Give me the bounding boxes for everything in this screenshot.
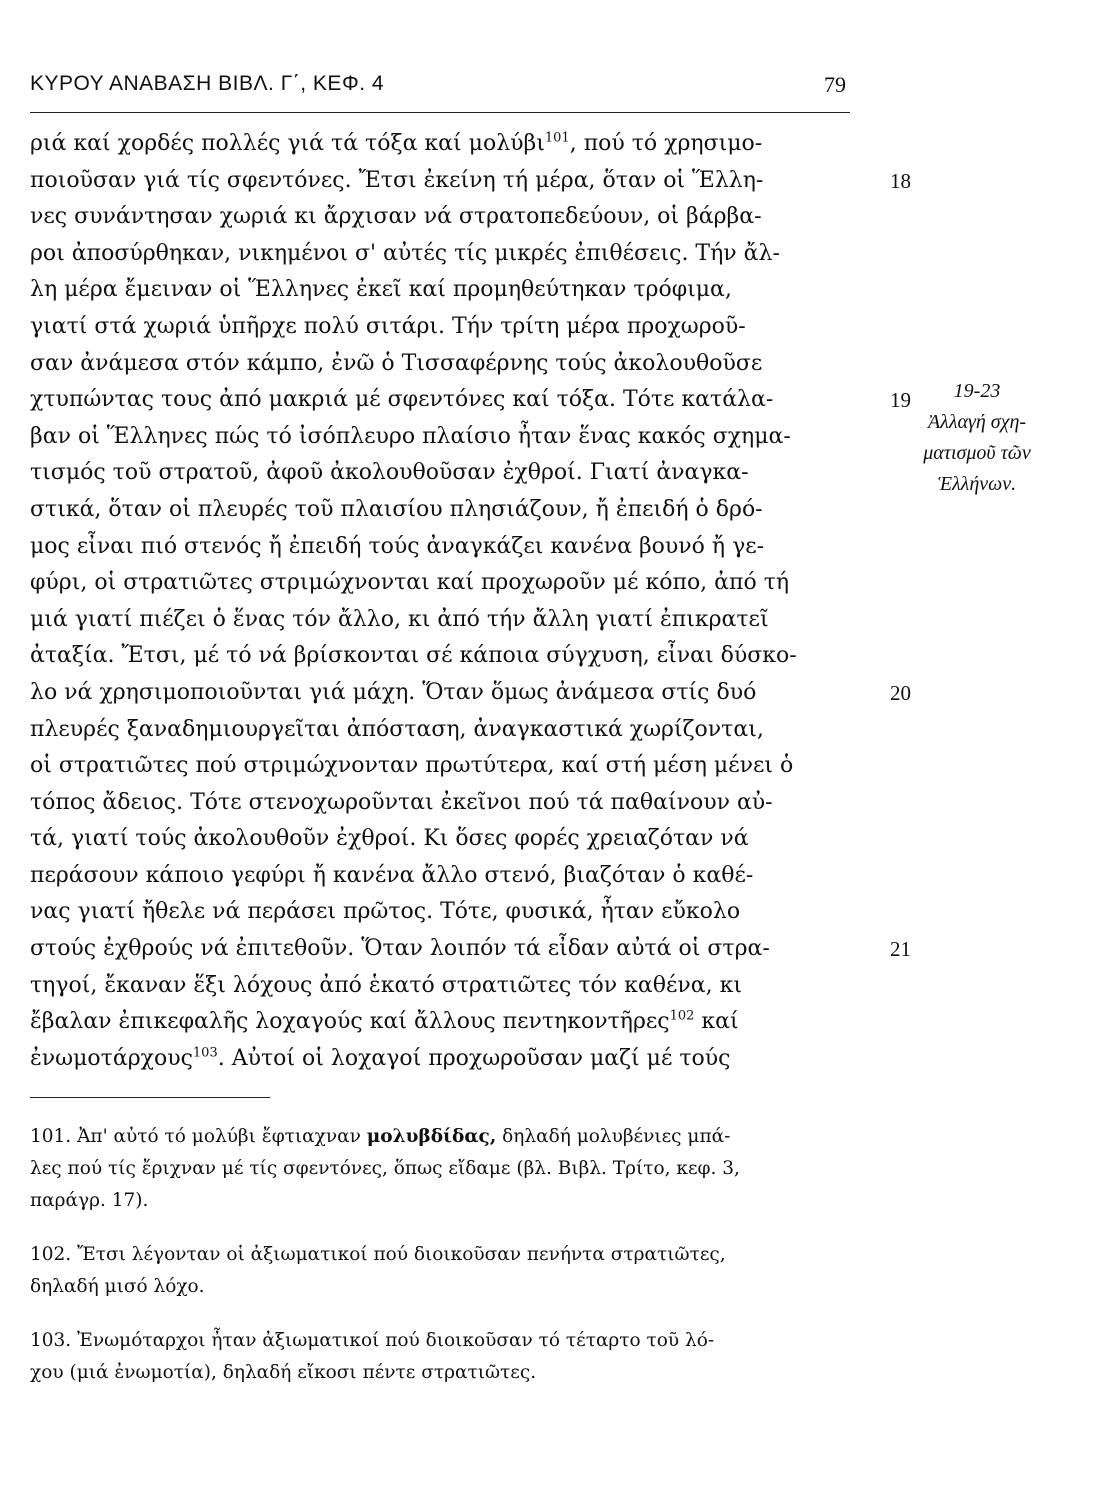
- text-line: βαν οἱ Ἕλληνες πώς τό ἰσόπλευρο πλαίσιο ἦταν ἕνας κακός σχημα-: [30, 423, 791, 449]
- text-line: σαν ἀνάμεσα στόν κάμπο, ἐνῶ ὁ Τισσαφέρνης τούς ἀκολουθοῦσε: [30, 350, 763, 376]
- text-line: λο νά χρησιμοποιοῦνται γιά μάχη. Ὅταν ὅμως ἀνάμεσα στίς δυό 20: [30, 675, 850, 712]
- margin-note-line: Ἀλλαγή σχη-: [927, 411, 1027, 433]
- section-number-19: 19: [890, 388, 911, 413]
- footnote-line: παράγρ. 17).: [30, 1190, 149, 1211]
- text-line: γιατί στά χωριά ὑπῆρχε πολύ σιτάρι. Τήν τρίτη μέρα προχωροῦ-: [30, 313, 746, 339]
- footnote-divider: [30, 1097, 270, 1098]
- footnote-101: 101. Ἀπ' αὐτό τό μολύβι ἔφτιαχναν μολυβδίδας, δηλαδή μολυβένιες μπά-: [30, 1126, 731, 1147]
- footnote-102: 102. Ἔτσι λέγονταν οἱ ἀξιωματικοί πού διοικοῦσαν πενήντα στρατιῶτες,: [30, 1244, 726, 1265]
- margin-note-range: 19-23: [953, 380, 1001, 402]
- text-line: χτυπώντας τους ἀπό μακριά μέ σφεντόνες καί τόξα. Τότε κατάλα- 19: [30, 382, 850, 419]
- margin-note-line: ματισμοῦ τῶν: [923, 442, 1031, 464]
- footnote-ref-101: 101: [544, 130, 570, 146]
- text-line: ἔβαλαν ἐπικεφαλῆς λοχαγούς καί ἄλλους πεντηκοντῆρες$^{102}$ καί: [30, 1008, 739, 1035]
- text-line: ριά καί χορδές πολλές γιά τά τόξα καί μολύβι$^{101}$, πού τό χρησιμο-: [30, 130, 763, 156]
- page-number: 79: [824, 72, 846, 97]
- footnote-line: χου (μιά ἐνωμοτία), δηλαδή εἴκοσι πέντε στρατιῶτες.: [30, 1362, 537, 1383]
- footnotes: [30, 1121, 850, 1389]
- margin-note-line: Ἑλλήνων.: [937, 473, 1017, 495]
- margin-note: [912, 376, 1042, 500]
- footnote-103: 103. Ἐνωμόταρχοι ἦταν ἀξιωματικοί πού διοικοῦσαν τό τέταρτο τοῦ λό-: [30, 1330, 715, 1351]
- text-line: οἱ στρατιῶτες πού στριμώχνονταν πρωτύτερα, καί στή μέση μένει ὁ: [30, 753, 794, 779]
- text-line: στικά, ὅταν οἱ πλευρές τοῦ πλαισίου πλησιάζουν, ἤ ἐπειδή ὁ δρό-: [30, 496, 763, 522]
- text-line: ἀταξία. Ἔτσι, μέ τό νά βρίσκονται σέ κάποια σύγχυση, εἶναι δύσκο-: [30, 643, 797, 669]
- footnote-line: δηλαδή μισό λόχο.: [30, 1276, 205, 1297]
- text-line: νας γιατί ἤθελε νά περάσει πρῶτος. Τότε, φυσικά, ἦταν εὔκολο: [30, 899, 741, 925]
- text-line: ποιοῦσαν γιά τίς σφεντόνες. Ἔτσι ἐκείνη τή μέρα, ὅταν οἱ Ἕλλη- 18: [30, 163, 850, 200]
- text-line: μιά γιατί πιέζει ὁ ἕνας τόν ἄλλο, κι ἀπό τήν ἄλλη γιατί ἐπικρατεῖ: [30, 606, 769, 632]
- text-line: ροι ἀποσύρθηκαν, νικημένοι σ' αὐτές τίς μικρές ἐπιθέσεις. Τήν ἄλ-: [30, 240, 780, 266]
- running-title: ΚΥΡΟΥ ΑΝΑΒΑΣΗ ΒΙΒΛ. Γ΄, ΚΕΦ. 4: [30, 72, 385, 95]
- text-line: περάσουν κάποιο γεφύρι ἤ κανένα ἄλλο στενό, βιαζόταν ὁ καθέ-: [30, 862, 754, 888]
- text-line: τηγοί, ἔκαναν ἕξι λόχους ἀπό ἑκατό στρατιῶτες τόν καθένα, κι: [30, 972, 742, 998]
- text-line: ἐνωμοτάρχους$^{103}$. Αὐτοί οἱ λοχαγοί προχωροῦσαν μαζί μέ τούς: [30, 1045, 731, 1071]
- text-line: φύρι, οἱ στρατιῶτες στριμώχνονται καί προχωροῦν μέ κόπο, ἀπό τή: [30, 570, 790, 596]
- text-line: λη μέρα ἔμειναν οἱ Ἕλληνες ἐκεῖ καί προμηθεύτηκαν τρόφιμα,: [30, 277, 732, 303]
- section-number-20: 20: [890, 680, 911, 705]
- footnote-line: λες πού τίς ἔριχναν μέ τίς σφεντόνες, ὅπως εἴδαμε (βλ. Βιβλ. Τρίτο, κεφ. 3,: [30, 1158, 740, 1179]
- text-line: πλευρές ξαναδημιουργεῖται ἀπόσταση, ἀναγκαστικά χωρίζονται,: [30, 716, 764, 742]
- section-number-21: 21: [890, 937, 911, 962]
- footnote-ref-103: 103: [192, 1045, 218, 1061]
- text-line: τισμός τοῦ στρατοῦ, ἀφοῦ ἀκολουθοῦσαν ἐχθροί. Γιατί ἀναγκα-: [30, 460, 749, 486]
- text-line: τά, γιατί τούς ἀκολουθοῦν ἐχθροί. Κι ὅσες φορές χρειαζόταν νά: [30, 826, 749, 852]
- text-line: στούς ἐχθρούς νά ἐπιτεθοῦν. Ὅταν λοιπόν τά εἶδαν αὐτά οἱ στρα- 21: [30, 931, 850, 968]
- footnote-ref-102: 102: [669, 1008, 695, 1024]
- running-header: [30, 72, 850, 113]
- section-number-18: 18: [890, 168, 911, 193]
- footnote-bold-term: μολυβδίδας,: [366, 1126, 497, 1147]
- text-line: μος εἶναι πιό στενός ἤ ἐπειδή τούς ἀναγκάζει κανένα βουνό ἤ γε-: [30, 533, 765, 559]
- text-line: τόπος ἄδειος. Τότε στενοχωροῦνται ἐκεῖνοι πού τά παθαίνουν αὐ-: [30, 789, 773, 815]
- main-text: [30, 126, 911, 1077]
- text-line: νες συνάντησαν χωριά κι ἄρχισαν νά στρατοπεδεύουν, οἱ βάρβα-: [30, 204, 762, 230]
